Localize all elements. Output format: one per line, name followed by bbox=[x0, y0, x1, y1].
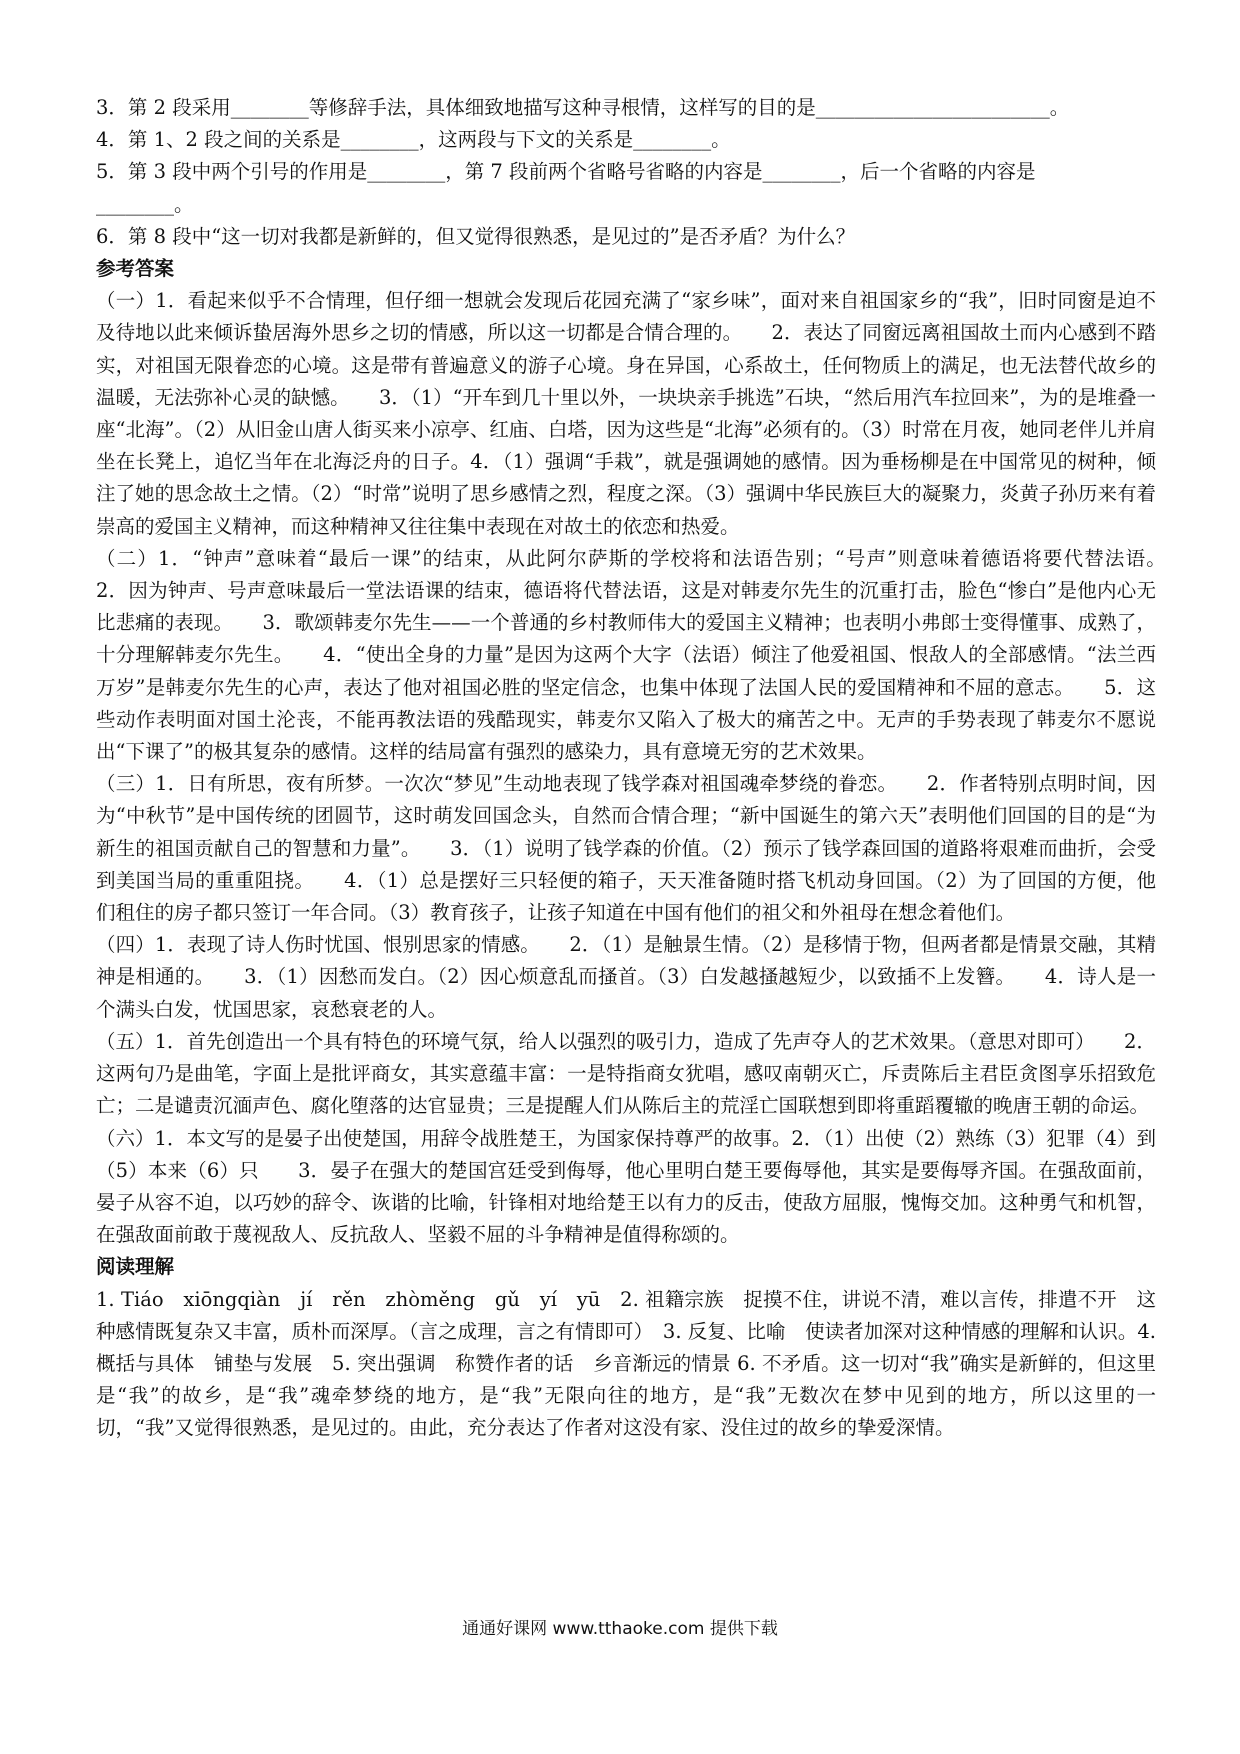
question-5: 5．第 3 段中两个引号的作用是________，第 7 段前两个省略号省略的内容是________，后一个省略的内容是 bbox=[96, 160, 1036, 184]
question-5-continued: ________。 bbox=[96, 192, 194, 216]
answer-section-2: （二）1．“钟声”意味着“最后一课”的结束，从此阿尔萨斯的学校将和法语告别；“号声”则意味着德语将要代替法语。 2．因为钟声、号声意味最后一堂法语课的结束，德语将代替法语，这是对韩麦尔先生的沉重打击，脸色“惨白”是他内心无比悲痛的表现。 3．歌颂韩麦尔先生——一个普通的乡村教师伟大的爱国主义精神；也表明小弗郎士变得懂事、成熟了，十分理解韩麦尔先生。 4．“使出全身的力量”是因为这两个大字（法语）倾注了他爱祖国、恨敌人的全部感情。“法兰西万岁”是韩麦尔先生的心声，表达了他对祖国必胜的坚定信念，也集中体现了法国人民的爱国精神和不屈的意志。 5．这些动作表明面对国土沦丧，不能再教法语的残酷现实，韩麦尔又陷入了极大的痛苦之中。无声的手势表现了韩麦尔不愿说出“下课了”的极其复杂的感情。这样的结局富有强烈的感染力，具有意境无穷的艺术效果。 bbox=[96, 546, 1196, 764]
answer-section-6: （六）1．本文写的是晏子出使楚国，用辞令战胜楚王，为国家保持尊严的故事。2．（1）出使（2）熟练（3）犯罪（4）到（5）本来（6）只 3．晏子在强大的楚国宫廷受到侮辱，他心里明白楚王要侮辱他，其实是要侮辱齐国。在强敌面前，晏子从容不迫，以巧妙的辞令、诙谐的比喻，针锋相对地给楚王以有力的反击，使敌方屈服，愧悔交加。这种勇气和机智，在强敌面前敢于蔑视敌人、反抗敌人、坚毅不屈的斗争精神是值得称颂的。 bbox=[96, 1126, 1156, 1247]
question-6: 6．第 8 段中“这一切对我都是新鲜的，但又觉得很熟悉，是见过的”是否矛盾？为什么？ bbox=[96, 224, 856, 248]
answer-section-3: （三）1．日有所思，夜有所梦。一次次“梦见”生动地表现了钱学森对祖国魂牵梦绕的眷恋。 2．作者特别点明时间，因为“中秋节”是中国传统的团圆节，这时萌发回国念头，自然而合情合理；“新中国诞生的第六天”表明他们回国的目的是“为新生的祖国贡献自己的智慧和力量”。 3．（1）说明了钱学森的价值。（2）预示了钱学森回国的道路将艰难而曲折，会受到美国当局的重重阻挠。 4．（1）总是摆好三只轻便的箱子，天天准备随时搭飞机动身回国。（2）为了回国的方便，他们租住的房子都只签订一年合同。（3）教育孩子，让孩子知道在中国有他们的祖父和外祖母在想念着他们。 bbox=[96, 772, 1156, 925]
page-footer: 通通好课网 www.tthaoke.com 提供下载 bbox=[462, 1619, 778, 1639]
question-4: 4．第 1、2 段之间的关系是________，这两段与下文的关系是________。 bbox=[96, 128, 731, 152]
reading-answer: 1. Tiáo xiōngqiàn jí rěn zhòměng gǔ yí yū 2. 祖籍宗族 捉摸不住，讲说不清，难以言传，排遣不开 这种感情既复杂又丰富，质朴而深厚。（言之成理，言之有情即可） 3. 反复、比喻 使读者加深对这种情感的理解和认识。4. 概括与具体 铺垫与发展 5. 突出强调 称赞作者的话 乡音渐远的情景 6. 不矛盾。这一切对“我”确实是新鲜的，但这里是“我”的故乡，是“我”魂牵梦绕的地方，是“我”无限向往的地方，是“我”无数次在梦中见到的地方，所以这里的一切，“我”又觉得很熟悉，是见过的。由此，充分表达了作者对这没有家、没住过的故乡的挚爱深情。 bbox=[96, 1287, 1156, 1440]
answer-section-1: （一）1．看起来似乎不合情理，但仔细一想就会发现后花园充满了“家乡味”，面对来自祖国家乡的“我”，旧时同窗是迫不及待地以此来倾诉蛰居海外思乡之切的情感，所以这一切都是合情合理的。 2．表达了同窗远离祖国故土而内心感到不踏实，对祖国无限眷恋的心境。这是带有普遍意义的游子心境。身在异国，心系故土，任何物质上的满足，也无法替代故乡的温暖，无法弥补心灵的缺憾。 3．（1）“开车到几十里以外，一块块亲手挑选”石块，“然后用汽车拉回来”，为的是堆叠一座“北海”。（2）从旧金山唐人街买来小凉亭、红庙、白塔，因为这些是“北海”必须有的。（3）时常在月夜，她同老伴儿并肩坐在长凳上，追忆当年在北海泛舟的日子。4．（1）强调“手栽”，就是强调她的感情。因为垂杨柳是在中国常见的树种，倾注了她的思念故土之情。（2）“时常”说明了思乡感情之烈，程度之深。（3）强调中华民族巨大的凝聚力，炎黄子孙历来有着崇高的爱国主义精神，而这种精神又往往集中表现在对故土的依恋和热爱。 bbox=[96, 289, 1156, 538]
question-3: 3．第 2 段采用________等修辞手法，具体细致地描写这种寻根情，这样写的目的是________________________。 bbox=[96, 96, 1070, 119]
answers-heading: 参考答案 bbox=[96, 257, 175, 281]
document-body bbox=[96, 92, 1196, 1445]
answer-section-5: （五）1．首先创造出一个具有特色的环境气氛，给人以强烈的吸引力，造成了先声夺人的艺术效果。（意思对即可） 2．这两句乃是曲笔，字面上是批评商女，其实意蕴丰富：一是特指商女犹唱，感叹南朝灭亡，斥责陈后主君臣贪图享乐招致危亡；二是谴责沉湎声色、腐化堕落的达官显贵；三是提醒人们从陈后主的荒淫亡国联想到即将重蹈覆辙的晚唐王朝的命运。 bbox=[96, 1029, 1156, 1118]
reading-heading: 阅读理解 bbox=[96, 1255, 175, 1279]
answer-section-4: （四）1．表现了诗人伤时忧国、恨别思家的情感。 2．（1）是触景生情。（2）是移情于物，但两者都是情景交融，其精神是相通的。 3．（1）因愁而发白。（2）因心烦意乱而搔首。（3）白发越搔越短少，以致插不上发簪。 4．诗人是一个满头白发，忧国思家，哀愁衰老的人。 bbox=[96, 933, 1156, 1021]
